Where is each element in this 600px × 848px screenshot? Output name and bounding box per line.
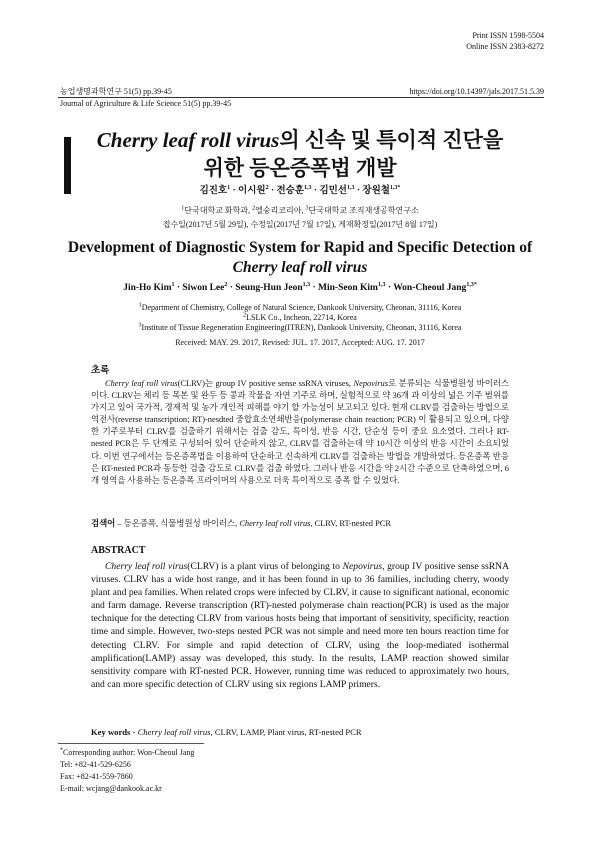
affil-en-line2 <box>0 313 600 323</box>
abstract-kr-italic-nepovirus: Nepovirus <box>353 379 388 388</box>
journal-kr: 농업생명과학연구 51(5) pp.39-45 <box>60 87 172 96</box>
affil-en-sup2: 2 <box>243 312 247 319</box>
authors-kr <box>0 185 600 197</box>
author-kr-3-sup: 1,3 <box>304 184 312 191</box>
affil-en-line3 <box>0 323 600 333</box>
author-sep: · <box>268 186 277 196</box>
abstract-en-body <box>91 560 509 691</box>
author-sep: · <box>385 283 394 293</box>
footnote-rule <box>58 743 204 744</box>
title-kr-line2: 위한 등온증폭법 개발 <box>203 156 397 180</box>
online-issn: Online ISSN 2383-8272 <box>466 42 544 51</box>
print-issn: Print ISSN 1598-5504 <box>472 31 544 40</box>
dates-kr: 접수일(2017년 5월 29일), 수정일(2017년 7월 17일), 게재확정일(2017년 8월 17일) <box>162 220 438 229</box>
keywords-en-label: Key words <box>91 727 131 737</box>
keywords-kr-label: 검색어 <box>91 519 116 528</box>
dates-en: Received: MAY. 29. 2017, Revised: JUL. 17. 2017, Accepted: AUG. 17. 2017 <box>175 338 425 347</box>
author-sep: · <box>174 283 183 293</box>
title-en-line1: Development of Diagnostic System for Rapid and Specific Detection of <box>67 239 533 256</box>
affil-kr-sup1: 1 <box>181 205 185 212</box>
author-kr-2-sup: 2 <box>265 184 269 191</box>
author-en-1: Jin-Ho Kim <box>123 283 172 293</box>
title-kr-italic: Cherry leaf roll virus <box>96 128 280 152</box>
author-kr-1: 김진호 <box>199 186 228 196</box>
abstract-en-heading: ABSTRACT <box>91 545 146 556</box>
affil-kr-sup2: 2 <box>252 205 256 212</box>
author-sep: · <box>227 283 236 293</box>
author-kr-4-sup: 1,3 <box>346 184 355 191</box>
keywords-en-dash: - <box>130 727 138 737</box>
abstract-en-italic-virus: Cherry leaf roll virus <box>105 561 188 572</box>
author-en-2: Siwon Lee <box>182 283 225 293</box>
keywords-en-italic: Cherry leaf roll virus <box>137 727 211 737</box>
abstract-kr-body <box>91 378 509 487</box>
author-en-3-sup: 1,3 <box>302 281 311 288</box>
author-kr-5-sup: 1,3* <box>389 184 401 191</box>
abstract-en-italic-nepovirus: Nepovirus <box>342 561 383 572</box>
affiliation-kr <box>0 206 600 216</box>
author-kr-5: 장원철 <box>362 186 390 196</box>
affil-en-1: Department of Chemistry, College of Natural Science, Dankook University, Cheonan, 31116, Korea <box>141 303 462 312</box>
author-en-4: Min-Seon Kim <box>318 283 378 293</box>
affil-en-2: LSLK Co., Incheon, 22714, Korea <box>246 313 357 322</box>
journal-en: Journal of Agriculture & Life Science 51(5) pp.39-45 <box>60 99 232 108</box>
keywords-kr-text2: , CLRV, RT-nested PCR <box>310 519 391 528</box>
author-en-4-sup: 1,3 <box>377 281 386 288</box>
author-en-1-sup: 1 <box>171 281 175 288</box>
author-kr-4: 김민선 <box>319 186 347 196</box>
affil-en-3: Institute of Tissue Regeneration Engineering(ITREN), Dankook University, Cheonan, 31116, Korea <box>141 323 462 332</box>
doi-link[interactable]: https://doi.org/10.14397/jals.2017.51.5.39 <box>409 87 544 96</box>
footnote-author-text: Corresponding author: Won-Cheoul Jang <box>63 748 195 757</box>
keywords-en-text: , CLRV, LAMP, Plant virus, RT-nested PCR <box>210 727 362 737</box>
keywords-kr-italic: Cherry leaf roll virus <box>239 519 311 528</box>
abstract-en-text1: (CLRV) is a plant virus of belonging to <box>187 561 343 572</box>
author-en-3: Seung-Hun Jeon <box>235 283 303 293</box>
abstract-kr-heading: 초록 <box>91 366 110 376</box>
affil-en-line1 <box>0 303 600 313</box>
keywords-kr-text1: 등온증폭, 식물병원성 바이러스, <box>123 519 240 528</box>
keywords-kr <box>91 518 391 530</box>
author-kr-3: 전승훈 <box>276 186 305 196</box>
footnote-author <box>60 748 194 758</box>
footnote-email[interactable]: E-mail: wcjang@dankook.ac.kr <box>60 784 162 793</box>
keywords-en <box>91 726 362 738</box>
abstract-kr-italic-virus: Cherry leaf roll virus <box>105 379 178 388</box>
affil-kr-1: 단국대학교 화학과, <box>184 206 253 215</box>
title-en-line2: Cherry leaf roll virus <box>232 259 368 276</box>
title-kr-rest: 의 신속 및 특이적 진단을 <box>279 128 504 152</box>
author-en-5-sup: 1,3* <box>466 281 477 288</box>
author-sep: · <box>230 186 239 196</box>
author-sep: · <box>311 186 320 196</box>
author-sep: · <box>310 283 319 293</box>
author-en-2-sup: 2 <box>224 281 228 288</box>
abstract-en-text2: , group IV positive sense ssRNA viruses. CLRV has a wide host range, and it has been found in up to 36 families, including cherry, woody plant and pea families. When related crops were infected by CLRV, it cause to significant national, economic and farm damage. Reverse transcription (RT)-nested polymerase chain reaction(PCR) is used as the major technique for the detecting CLRV from various hosts being that important of sensitivity, specificity, reaction time and simple. However, two-steps nested PCR was not simple and need more ten hours reaction time for detecting CLRV. For simple and rapid detection of CLRV, using the loop-mediated isothermal amplification(LAMP) assay was developed, this study. In the results, LAMP reaction showed similar sensitivity compare with RT-nested PCR. However, running time was reduced to approximately two hours, and can more specific detection of CLRV using six regions LAMP primers. <box>91 561 510 690</box>
affil-en-sup3: 3 <box>138 322 142 329</box>
footnote-star: * <box>60 747 63 754</box>
authors-en <box>0 282 600 294</box>
abstract-kr-text1: (CLRV)는 group IV positive sense ssRNA viruses, <box>177 379 354 388</box>
keywords-kr-dash: – <box>115 519 124 528</box>
affil-kr-sup3: 3 <box>305 205 309 212</box>
author-kr-1-sup: 1 <box>227 184 231 191</box>
affil-kr-3: 단국대학교 조직재생공학연구소 <box>308 206 419 215</box>
author-en-5: Won-Cheoul Jang <box>393 283 467 293</box>
header-rule <box>58 97 544 98</box>
abstract-kr-text2: 로 분류되는 식물병원성 바이러스이다. CLRV는 체리 등 목본 및 완두 등 콩과 작물을 자연 기주로 하며, 실험적으로 약 36개 과 이상의 넓은 기주 범위를 가지고 있어 국가적, 경제적 및 농가 개인적 피해를 야기 할 가능성이 보고되고 있다. 현재 CLRV를 검출하는 방법으로 역전사(reverse transcription; RT)-nesdted 중합효소연쇄반응(polymerase chain reaction; PCR) 이 활용되고 있으며, 다양한 기주로부터 CLRV를 검출하기 위해서는 검출 감도, 특이성, 반응 시간, 단순성 등이 중요 요소였다. 그러나 RT-nested PCR은 두 단계로 구성되어 있어 단순하지 않고, CLRV를 검출하는데 약 10시간 이상의 반응 시간이 소요되었다. 이번 연구에서는 등온증폭법을 이용하여 단순하고 신속하게 CLRV를 검출하는 방법을 개발하였다. 등온증폭 반응은 RT-nested PCR과 동등한 검출 감도로 CLRV를 검출 하였다. 그러나 반응 시간을 약 2시간 수준으로 단축하였으며, 6개 영역을 사용하는 등온증폭 프라이머의 사용으로 더욱 특이적으로 증폭 할 수 있었다. <box>91 379 510 485</box>
footnote-tel: Tel: +82-41-529-6256 <box>60 760 131 769</box>
author-kr-2: 이시원 <box>238 186 266 196</box>
affil-en-sup1: 1 <box>138 302 142 309</box>
title-kr-line1 <box>0 126 600 154</box>
affil-kr-2: 엘숭리코리아, <box>255 206 306 215</box>
author-sep: · <box>354 186 363 196</box>
footnote-fax: Fax: +82-41-559-7860 <box>60 772 133 781</box>
